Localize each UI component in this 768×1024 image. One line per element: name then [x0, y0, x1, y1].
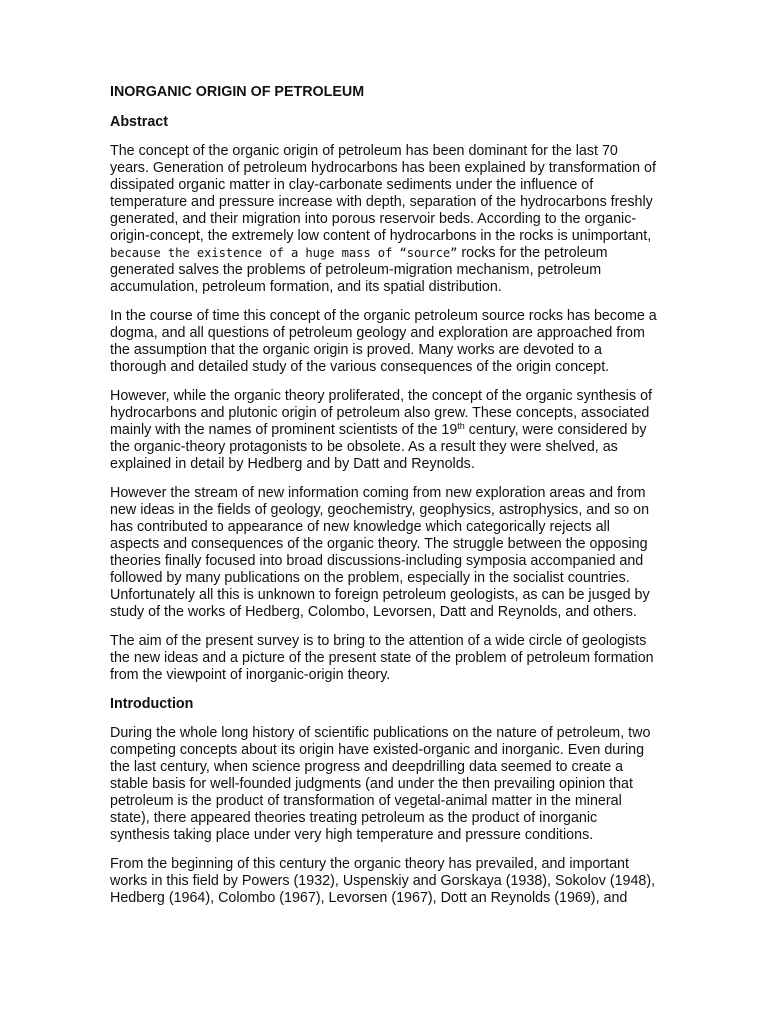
intro-paragraph-2: From the beginning of this century the organic theory has prevailed, and important works in this field by Powers (1932), Uspenskiy and Gorskaya (1938), Sokolov (1948), Hedberg (1964), Colombo (1967), Levorsen (1967), Dott an Reynolds (1969), and [110, 856, 656, 906]
abstract-paragraph-4: However the stream of new information coming from new exploration areas and from new ideas in the fields of geology, geochemistry, geophysics, astrophysics, and so on has contributed to appearance of new knowledge which categorically rejects all aspects and consequences of the organic theory. The struggle between the opposing theories finally focused into broad discussions-including symposia accompanied and followed by many publications on the problem, especially in the socialist countries. Unfortunately all this is unknown to foreign petroleum geologists, as can be jusged by study of the works of Hedberg, Colombo, Levorsen, Datt and Reynolds, and others. [110, 485, 650, 620]
document-page [110, 84, 658, 919]
abstract-paragraph-1 [110, 143, 658, 296]
intro-paragraph-1: During the whole long history of scientific publications on the nature of petroleum, two competing concepts about its origin have existed-organic and inorganic. Even during the last century, when science progress and deepdrilling data seemed to create a stable basis for well-founded judgments (and under the then prevailing opinion that petroleum is the product of transformation of vegetal-animal matter in the mineral state), there appeared theories treating petroleum as the product of inorganic synthesis taking place under very high temperature and pressure conditions. [110, 725, 651, 843]
abstract-p1-text-b: rocks for the petroleum generated salves the problems of petroleum-migration mechanism, petroleum accumulation, petroleum formation, and its spatial distribution. [110, 245, 608, 295]
abstract-p1-text-a: The concept of the organic origin of petroleum has been dominant for the last 70 years. Generation of petroleum hydrocarbons has been explained by transformation of dissipated organic matter in clay-carbonate sediments under the influence of temperature and pressure increase with depth, separation of the hydrocarbons freshly generated, and their migration into porous reservoir beds. According to the organic-origin-concept, the extremely low content of hydrocarbons in the rocks is unimportant, [110, 143, 656, 244]
document-title: INORGANIC ORIGIN OF PETROLEUM [110, 84, 365, 100]
introduction-heading: Introduction [110, 696, 194, 712]
abstract-heading: Abstract [110, 114, 168, 130]
abstract-paragraph-5: The aim of the present survey is to bring to the attention of a wide circle of geologists the new ideas and a picture of the present state of the problem of petroleum formation from the viewpoint of inorganic-origin theory. [110, 633, 654, 683]
abstract-p3-text-b: century, were considered by the organic-theory protagonists to be obsolete. As a result they were shelved, as explained in detail by Hedberg and by Datt and Reynolds. [110, 422, 647, 472]
abstract-p3-text-a: However, while the organic theory proliferated, the concept of the organic synthesis of hydrocarbons and plutonic origin of petroleum also grew. These concepts, associated mainly with the names of prominent scientists of the 19 [110, 388, 652, 438]
abstract-paragraph-3 [110, 388, 658, 473]
abstract-paragraph-2: In the course of time this concept of the organic petroleum source rocks has become a dogma, and all questions of petroleum geology and exploration are approached from the assumption that the organic origin is proved. Many works are devoted to a thorough and detailed study of the various consequences of the origin concept. [110, 308, 657, 375]
abstract-p1-mono-text: because the existence of a huge mass of “source” [110, 246, 458, 260]
superscript-th: th [457, 421, 465, 431]
